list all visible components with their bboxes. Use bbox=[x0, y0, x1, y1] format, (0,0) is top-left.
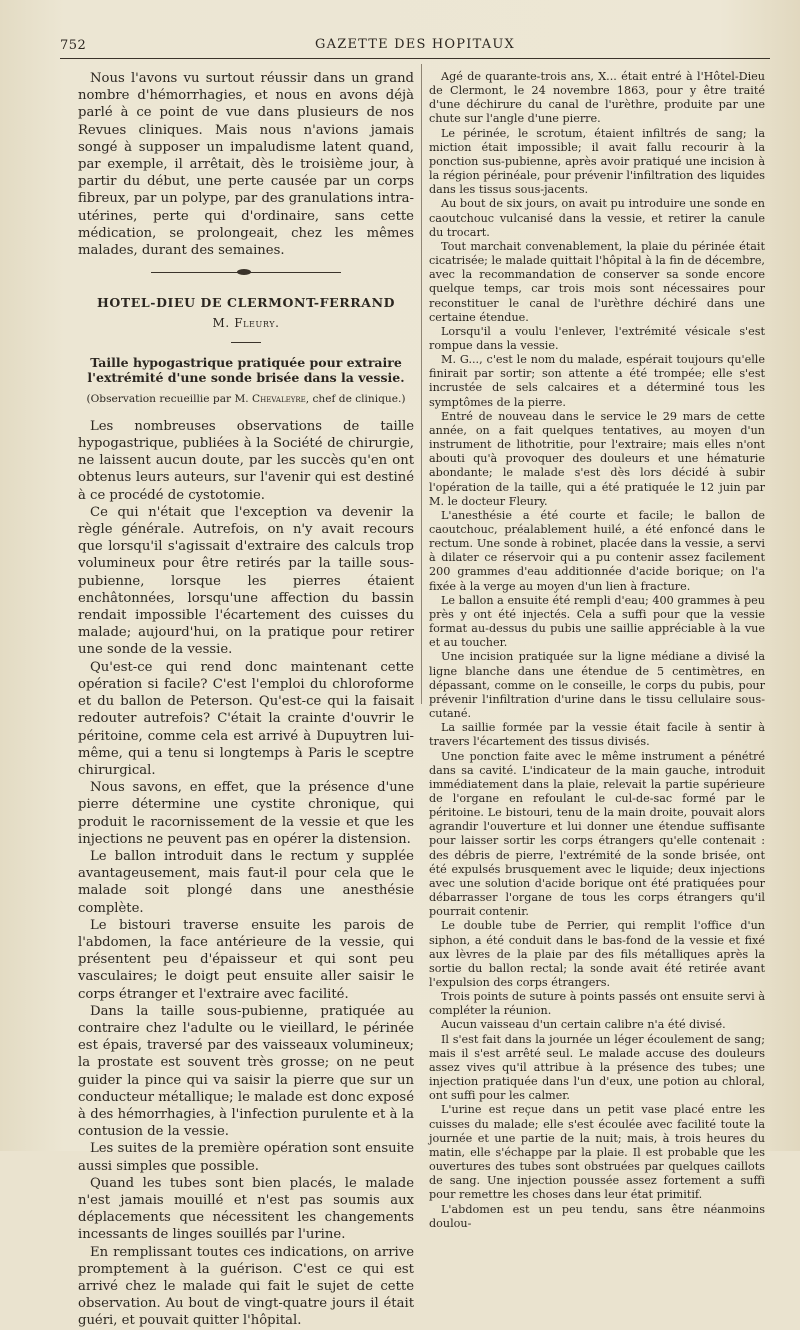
paragraph: Le ballon introduit dans le rectum y supplée avantageusement, mais faut-il pour cela que le malade soit plongé dans une anesthésie complète. bbox=[78, 848, 414, 916]
section-ornament bbox=[151, 268, 341, 278]
right-column bbox=[429, 70, 765, 1231]
observation-note-prefix: (Observation recueillie par M. bbox=[86, 392, 253, 405]
paragraph: L'abdomen est un peu tendu, sans être néanmoins doulou- bbox=[429, 1202, 765, 1230]
observation-note-suffix: , chef de clinique.) bbox=[305, 392, 406, 405]
paragraph: Le double tube de Perrier, qui remplit l'office d'un siphon, a été conduit dans le bas-fond de la vessie et fixé aux lèvres de la plaie par des fils métalliques après la sortie du ballon rectal; la sonde avait été retirée avant l'expulsion des corps étrangers. bbox=[429, 919, 765, 989]
observation-note bbox=[78, 391, 414, 408]
paragraph: M. G..., c'est le nom du malade, espérait toujours qu'elle finirait par sortir; son attente a été trompée; elle s'est incrustée de sels calcaires et a déterminé tous les symptômes de la pierre. bbox=[429, 353, 765, 409]
paragraph: Il s'est fait dans la journée un léger écoulement de sang; mais il s'est arrêté seul. Le malade accuse des douleurs assez vives qu'il attribue à la présence des tubes; une injection pratiquée dans l'un d'eux, une potion au chloral, ont suffi pour les calmer. bbox=[429, 1032, 765, 1103]
author-name: Fleury. bbox=[234, 316, 280, 331]
author-line bbox=[78, 315, 414, 332]
paragraph: Entré de nouveau dans le service le 29 mars de cette année, on a fait quelques tentatives, au moyen d'un instrument de lithotritie, pour l'extraire; mais elles n'ont abouti qu'à provoquer des douleurs et une hématurie abondante; le malade s'est dès lors décidé à subir l'opération de la taille, qui a été pratiquée le 12 juin par M. le docteur Fleury. bbox=[429, 409, 765, 508]
paragraph: L'anesthésie a été courte et facile; le ballon de caoutchouc, préalablement huilé, a été enfoncé dans le rectum. Une sonde à robinet, placée dans la vessie, a servi à dilater ce réservoir qui a pu contenir assez facilement 200 grammes d'eau additionnée d'acide borique; on l'a fixée à la verge au moyen d'un lien à fracture. bbox=[429, 508, 765, 593]
paragraph: Tout marchait convenablement, la plaie du périnée était cicatrisée; le malade quittait l'hôpital à la fin de décembre, avec la recommandation de conserver sa sonde encore quelque temps, car trois mois sont nécessaires pour reconstituer le canal de l'urèthre déchiré dans une certaine étendue. bbox=[429, 239, 765, 324]
column-divider bbox=[421, 64, 422, 704]
paragraph: Dans la taille sous-pubienne, pratiquée au contraire chez l'adulte ou le vieillard, le périnée est épais, traversé par des vaisseaux volumineux; la prostate est souvent très grosse; on ne peut guider la pince qui va saisir la pierre que sur un conducteur métallique; le malade est donc exposé à des hémorrhagies, à l'infection purulente et à la contusion de la vessie. bbox=[78, 1003, 414, 1140]
page-header bbox=[60, 36, 770, 59]
paragraph: Une ponction faite avec le même instrument a pénétré dans sa cavité. L'indicateur de la main gauche, introduit immédiatement dans la plaie, relevait la partie supérieure de l'organe en refoulant le cul-de-sac formé par le péritoine. Le bistouri, tenu de la main droite, pouvait alors agrandir l'ouverture et lui donner une étendue suffisante pour laisser sortir les corps étrangers qu'elle contenait : des débris de pierre, l'extrémité de la sonde brisée, ont été expulsés brusquement avec le liquide; deux injections avec une solution d'acide borique ont été pratiquées pour débarrasser l'organe de tous les corps étrangers qu'il pourrait contenir. bbox=[429, 749, 765, 919]
paragraph: Les nombreuses observations de taille hypogastrique, publiées à la Société de chirurgie, ne laissent aucun doute, par les succès qu'en ont obtenus leurs auteurs, sur l'avenir qui est destiné à ce procédé de cystotomie. bbox=[78, 418, 414, 503]
paragraph: La saillie formée par la vessie était facile à sentir à travers l'écartement des tissus divisés. bbox=[429, 721, 765, 749]
paragraph: Le ballon a ensuite été rempli d'eau; 400 grammes à peu près y ont été injectés. Cela a suffi pour que la vessie format au-dessus du pubis une saillie appréciable à la vue et au toucher. bbox=[429, 593, 765, 650]
paragraph: Le bistouri traverse ensuite les parois de l'abdomen, la face antérieure de la vessie, qui présentent peu d'épaisseur et qui sont peu vasculaires; le doigt peut ensuite aller saisir le corps étranger et l'extraire avec facilité. bbox=[78, 917, 414, 1002]
left-column bbox=[78, 70, 414, 1330]
section-heading: HOTEL-DIEU DE CLERMONT-FERRAND bbox=[96, 295, 396, 311]
paragraph: Agé de quarante-trois ans, X... était entré à l'Hôtel-Dieu de Clermont, le 24 novembre 1863, pour y être traité d'une déchirure du canal de l'urèthre, produite par une chute sur l'angle d'une pierre. bbox=[429, 70, 765, 126]
paragraph: Trois points de suture à points passés ont ensuite servi à compléter la réunion. bbox=[429, 990, 765, 1018]
paragraph: L'urine est reçue dans un petit vase placé entre les cuisses du malade; elle s'est écoulée avec facilité toute la journée et une partie de la nuit; mais, à trois heures du matin, elle s'échappe par la plaie. Il est probable que les ouvertures des tubes sont obstruées par quelques caillots de sang. Une injection poussée assez fortement a suffi pour remettre les choses dans leur état primitif. bbox=[429, 1103, 765, 1202]
paragraph: Ce qui n'était que l'exception va devenir la règle générale. Autrefois, on n'y avait recours que lorsqu'il s'agissait d'extraire des calculs trop volumineux pour être retirés par la taille sous-pubienne, lorsque les pierres étaient enchâtonnées, lorsqu'une affection du bassin rendait impossible l'écartement des cuisses du malade; aujourd'hui, on la pratique pour retirer une sonde de la vessie. bbox=[78, 504, 414, 658]
paragraph: Qu'est-ce qui rend donc maintenant cette opération si facile? C'est l'emploi du chloroforme et du ballon de Peterson. Qu'est-ce qui la faisait redouter autrefois? C'était la crainte d'ouvrir le péritoine, comme cela est arrivé à Dupuytren lui-même, qui a tenu si longtemps à Paris le sceptre chirurgical. bbox=[78, 659, 414, 778]
paragraph: Aucun vaisseau d'un certain calibre n'a été divisé. bbox=[441, 1018, 726, 1032]
page-number: 752 bbox=[60, 38, 87, 53]
paragraph: Les suites de la première opération sont ensuite aussi simples que possible. bbox=[78, 1141, 414, 1174]
author-prefix: M. bbox=[212, 316, 235, 331]
paragraph: En remplissant toutes ces indications, on arrive promptement à la guérison. C'est ce qui est arrivé chez le malade qui fait le sujet de cette observation. Au bout de vingt-quatre jours il était guéri, et pouvait quitter l'hôpital. bbox=[78, 1244, 414, 1329]
paragraph: Une incision pratiquée sur la ligne médiane a divisé la ligne blanche dans une étendue de 5 centimètres, en dépassant, comme on le conseille, le corps du pubis, pour prévenir l'infiltration d'urine dans le tissu cellulaire sous-cutané. bbox=[429, 650, 765, 721]
observation-note-name: Chevaleyre bbox=[252, 392, 306, 405]
paragraph: Le périnée, le scrotum, étaient infiltrés de sang; la miction était impossible; il avait fallu recourir à la ponction sus-pubienne, après avoir pratiqué une incision à la région périnéale, pour prévenir l'infiltration des liquides dans les tissus sous-jacents. bbox=[429, 126, 765, 197]
paragraph: Au bout de six jours, on avait pu introduire une sonde en caoutchouc vulcanisé dans la vessie, et retirer la canule du trocart. bbox=[429, 197, 765, 239]
paragraph: Nous l'avons vu surtout réussir dans un grand nombre d'hémorrhagies, et nous en avons déjà parlé à ce point de vue dans plusieurs de nos Revues cliniques. Mais nous n'avions jamais songé à supposer un impaludisme latent quand, par exemple, il arrêtait, dès le troisième jour, à partir du début, une perte causée par un corps fibreux, par un polype, par des granulations intra-utérines, perte qui d'ordinaire, sans cette médication, se prolongeait, chez les mêmes malades, durant des semaines. bbox=[78, 71, 414, 259]
paragraph: Nous savons, en effet, que la présence d'une pierre détermine une cystite chronique, qui produit le racornissement de la vessie et que les injections ne peuvent pas en opérer la distension. bbox=[78, 780, 414, 847]
paragraph: Lorsqu'il a voulu l'enlever, l'extrémité vésicale s'est rompue dans la vessie. bbox=[429, 324, 765, 352]
article-title: Taille hypogastrique pratiquée pour extraire l'extrémité d'une sonde brisée dans la vessie. bbox=[87, 354, 405, 385]
short-rule bbox=[231, 342, 261, 343]
running-title: GAZETTE DES HOPITAUX bbox=[315, 37, 515, 52]
paragraph: Quand les tubes sont bien placés, le malade n'est jamais mouillé et n'est pas soumis aux déplacements que nécessitent les changements incessants de linges souillés par l'urine. bbox=[78, 1175, 414, 1243]
